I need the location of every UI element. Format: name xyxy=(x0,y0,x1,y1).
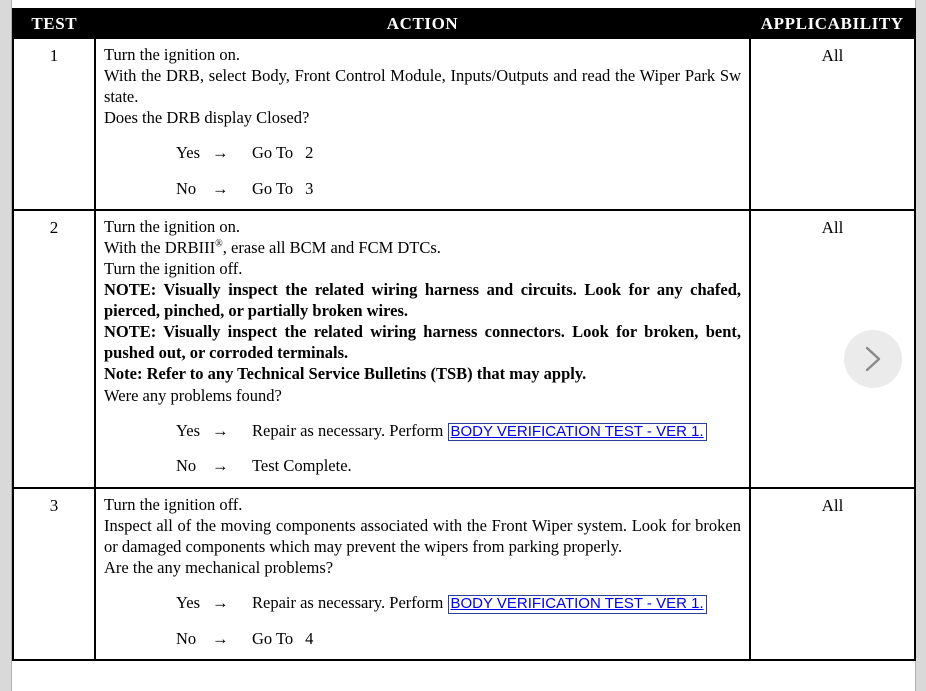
applicability-value: All xyxy=(750,488,915,660)
answer-action: Go To xyxy=(252,143,294,163)
perform-prefix: Perform xyxy=(389,592,444,612)
answer-list xyxy=(104,420,741,477)
arrow-icon: → xyxy=(212,628,229,648)
answer-label: No xyxy=(176,456,197,476)
answer-goto: 3 xyxy=(305,178,314,198)
answer-row-no xyxy=(104,628,741,649)
answer-goto: 2 xyxy=(305,143,314,163)
action-note: NOTE: Visually inspect the related wiring harness and circuits. Look for any chafed, pierced, pinched, or partially broken wires. xyxy=(104,279,741,321)
page-edge-right xyxy=(915,0,926,691)
answer-row-yes xyxy=(104,592,741,614)
answer-row-yes xyxy=(104,420,741,442)
column-header-applicability: APPLICABILITY xyxy=(750,9,915,39)
answer-label: No xyxy=(176,178,197,198)
table-row xyxy=(13,39,915,210)
action-cell xyxy=(95,210,750,488)
answer-row-no xyxy=(104,455,741,476)
action-line: Turn the ignition off. xyxy=(104,494,243,514)
perform-line xyxy=(389,593,706,612)
diagnostic-procedure-sheet xyxy=(12,8,914,683)
table-header xyxy=(13,9,915,39)
action-note: NOTE: Visually inspect the related wiring harness connectors. Look for broken, bent, pushed out, or corroded terminals. xyxy=(104,322,741,363)
answer-list xyxy=(104,142,741,198)
answer-goto: 4 xyxy=(305,628,314,648)
action-line-text: With the DRBIII®, erase all BCM and FCM DTCs. xyxy=(104,237,441,257)
body-verification-test-link[interactable]: BODY VERIFICATION TEST - VER 1. xyxy=(448,595,707,614)
answer-label: No xyxy=(176,628,197,648)
next-page-button[interactable] xyxy=(844,330,902,388)
action-line: Were any problems found? xyxy=(104,385,282,405)
action-cell xyxy=(95,39,750,210)
answer-action: Repair as necessary. xyxy=(252,420,386,440)
arrow-icon: → xyxy=(212,143,229,163)
table-body xyxy=(13,39,915,660)
chevron-right-icon xyxy=(862,344,884,374)
applicability-value: All xyxy=(821,46,844,65)
action-line: Turn the ignition on. xyxy=(104,45,240,64)
answer-action: Go To xyxy=(252,178,294,198)
answer-action: Repair as necessary. xyxy=(252,592,386,612)
action-note: Note: Refer to any Technical Service Bulletins (TSB) that may apply. xyxy=(104,364,587,384)
body-verification-test-link[interactable]: BODY VERIFICATION TEST - VER 1. xyxy=(448,423,707,442)
applicability-value: All xyxy=(750,210,915,488)
answer-row-no xyxy=(104,178,741,199)
test-number: 1 xyxy=(13,39,95,210)
action-line: Turn the ignition on. xyxy=(104,216,240,236)
table-row xyxy=(13,488,915,660)
test-number: 3 xyxy=(13,488,95,660)
answer-text xyxy=(252,592,741,614)
page-edge-left xyxy=(0,0,12,691)
answer-list xyxy=(104,592,741,649)
action-line: Inspect all of the moving components associated with the Front Wiper system. Look for broken or damaged components which may prevent the wipers from parking properly. xyxy=(104,515,741,556)
perform-prefix: Perform xyxy=(389,420,444,440)
arrow-icon: → xyxy=(212,178,229,198)
answer-label: Yes xyxy=(176,592,201,612)
answer-row-yes xyxy=(104,142,741,163)
perform-line xyxy=(389,421,706,440)
answer-label: Yes xyxy=(176,420,201,440)
answer-text xyxy=(252,420,741,442)
answer-text xyxy=(252,628,741,649)
table-header-row xyxy=(13,9,915,39)
action-cell xyxy=(95,488,750,660)
arrow-icon: → xyxy=(212,456,229,476)
arrow-icon: → xyxy=(212,420,229,440)
action-line: Turn the ignition off. xyxy=(104,258,243,278)
action-line: Are the any mechanical problems? xyxy=(104,557,334,577)
answer-text: Test Complete. xyxy=(252,456,352,476)
answer-text xyxy=(252,178,741,199)
test-number: 2 xyxy=(13,210,95,488)
column-header-test: TEST xyxy=(13,9,95,39)
action-line: With the DRB, select Body, Front Control Module, Inputs/Outputs and read the Wiper Park Sw state. xyxy=(104,66,741,107)
column-header-action: ACTION xyxy=(95,9,750,39)
diagnostic-test-table xyxy=(12,8,916,661)
table-row xyxy=(13,210,915,488)
answer-action: Go To xyxy=(252,628,294,648)
answer-label: Yes xyxy=(176,143,201,163)
action-line: Does the DRB display Closed? xyxy=(104,108,310,128)
answer-text xyxy=(252,142,741,163)
arrow-icon: → xyxy=(212,592,229,612)
action-line xyxy=(104,237,741,258)
